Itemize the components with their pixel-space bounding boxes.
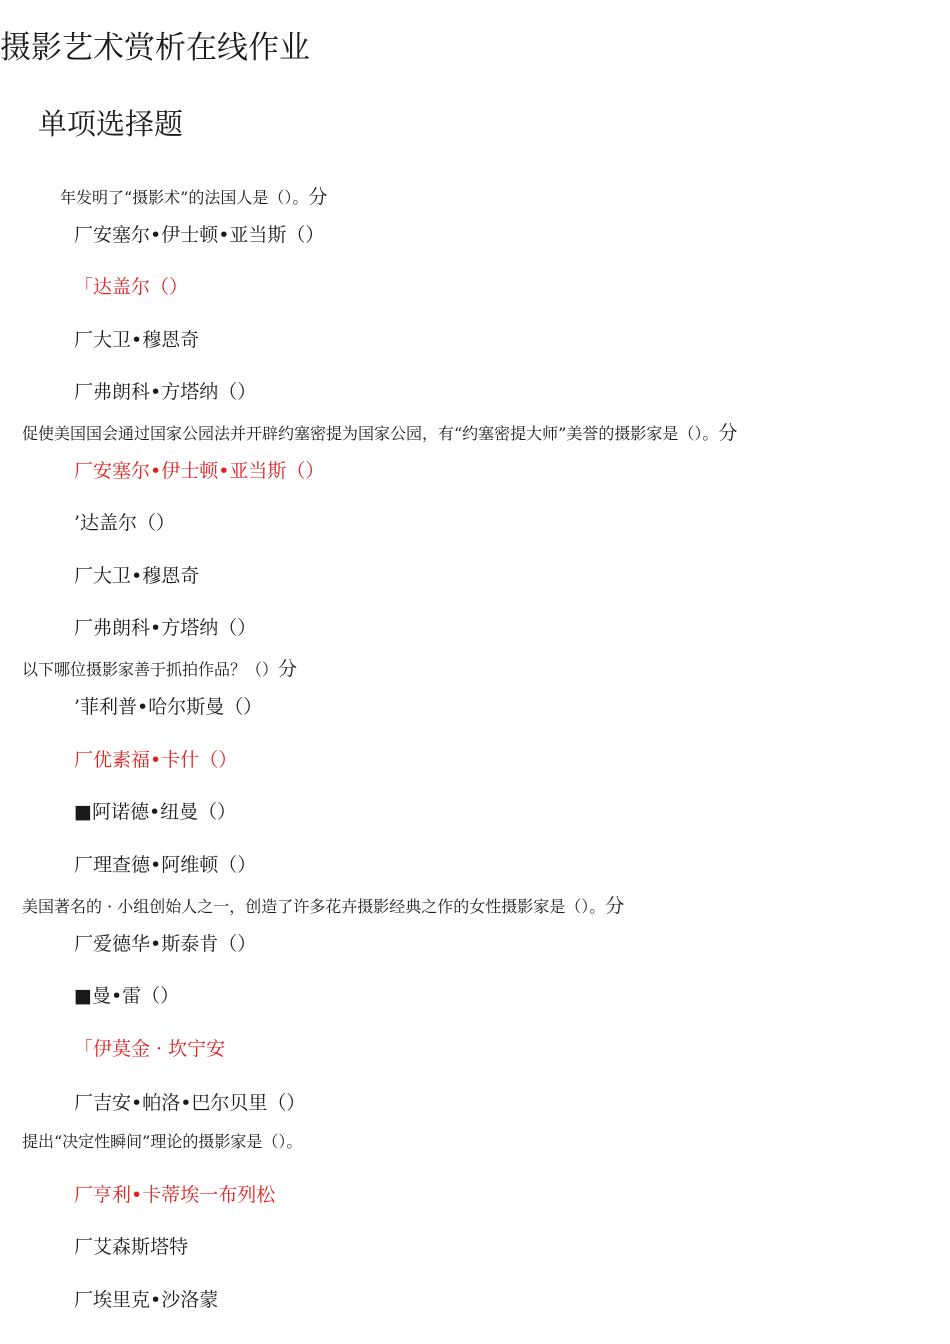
option-3-c[interactable]: ■阿诺德•纽曼（） [74, 801, 237, 823]
option-4-b[interactable]: ■曼•雷（） [74, 985, 180, 1007]
section-title: 单项选择题 [38, 107, 184, 141]
question-score: 分 [718, 422, 738, 444]
option-2-c[interactable]: 厂大卫•穆恩奇 [74, 565, 200, 587]
option-4-d[interactable]: 厂吉安•帕洛•巴尔贝里（） [74, 1092, 306, 1114]
question-text: 以下哪位摄影家善于抓拍作品？（） [22, 660, 279, 679]
option-1-c[interactable]: 厂大卫•穆恩奇 [74, 329, 200, 351]
question-1 [60, 182, 327, 209]
option-5-a-correct[interactable]: 厂亨利•卡蒂埃一布列松 [74, 1184, 276, 1206]
document-title: 摄影艺术赏析在线作业 [0, 30, 310, 66]
question-text: 提出“决定性瞬间”理论的摄影家是（）。 [22, 1132, 303, 1151]
option-1-b-correct[interactable]: 「达盖尔（） [74, 276, 189, 298]
option-5-b[interactable]: 厂艾森斯塔特 [74, 1236, 189, 1258]
option-4-a[interactable]: 厂爱德华•斯泰肯（） [74, 933, 257, 955]
question-5 [22, 1129, 302, 1152]
question-score: 分 [605, 895, 625, 917]
option-2-a-correct[interactable]: 厂安塞尔•伊士顿•亚当斯（） [74, 460, 325, 482]
question-text: 美国著名的 · 小组创始人之一，创造了许多花卉摄影经典之作的女性摄影家是（）。 [22, 897, 606, 916]
option-3-a[interactable]: ’菲利普•哈尔斯曼（） [74, 696, 263, 718]
option-1-a[interactable]: 厂安塞尔•伊士顿•亚当斯（） [74, 224, 325, 246]
option-4-c-correct[interactable]: 「伊莫金 · 坎宁安 [74, 1038, 226, 1060]
question-text: 年发明了“摄影术”的法国人是（）。 [60, 188, 309, 207]
question-score: 分 [278, 658, 298, 680]
option-1-d[interactable]: 厂弗朗科•方塔纳（） [74, 381, 257, 403]
question-text: 促使美国国会通过国家公园法并开辟约塞密提为国家公园，有“约塞密提大师”美誉的摄影家是（）。 [22, 424, 719, 443]
question-3 [22, 654, 297, 681]
option-2-b[interactable]: ’达盖尔（） [74, 512, 176, 534]
question-4 [22, 891, 624, 918]
question-2 [22, 418, 737, 445]
option-5-c[interactable]: 厂埃里克•沙洛蒙 [74, 1289, 219, 1311]
option-2-d[interactable]: 厂弗朗科•方塔纳（） [74, 617, 257, 639]
option-3-d[interactable]: 厂理查德•阿维顿（） [74, 854, 257, 876]
question-score: 分 [308, 186, 328, 208]
option-3-b-correct[interactable]: 厂优素福•卡什（） [74, 749, 238, 771]
